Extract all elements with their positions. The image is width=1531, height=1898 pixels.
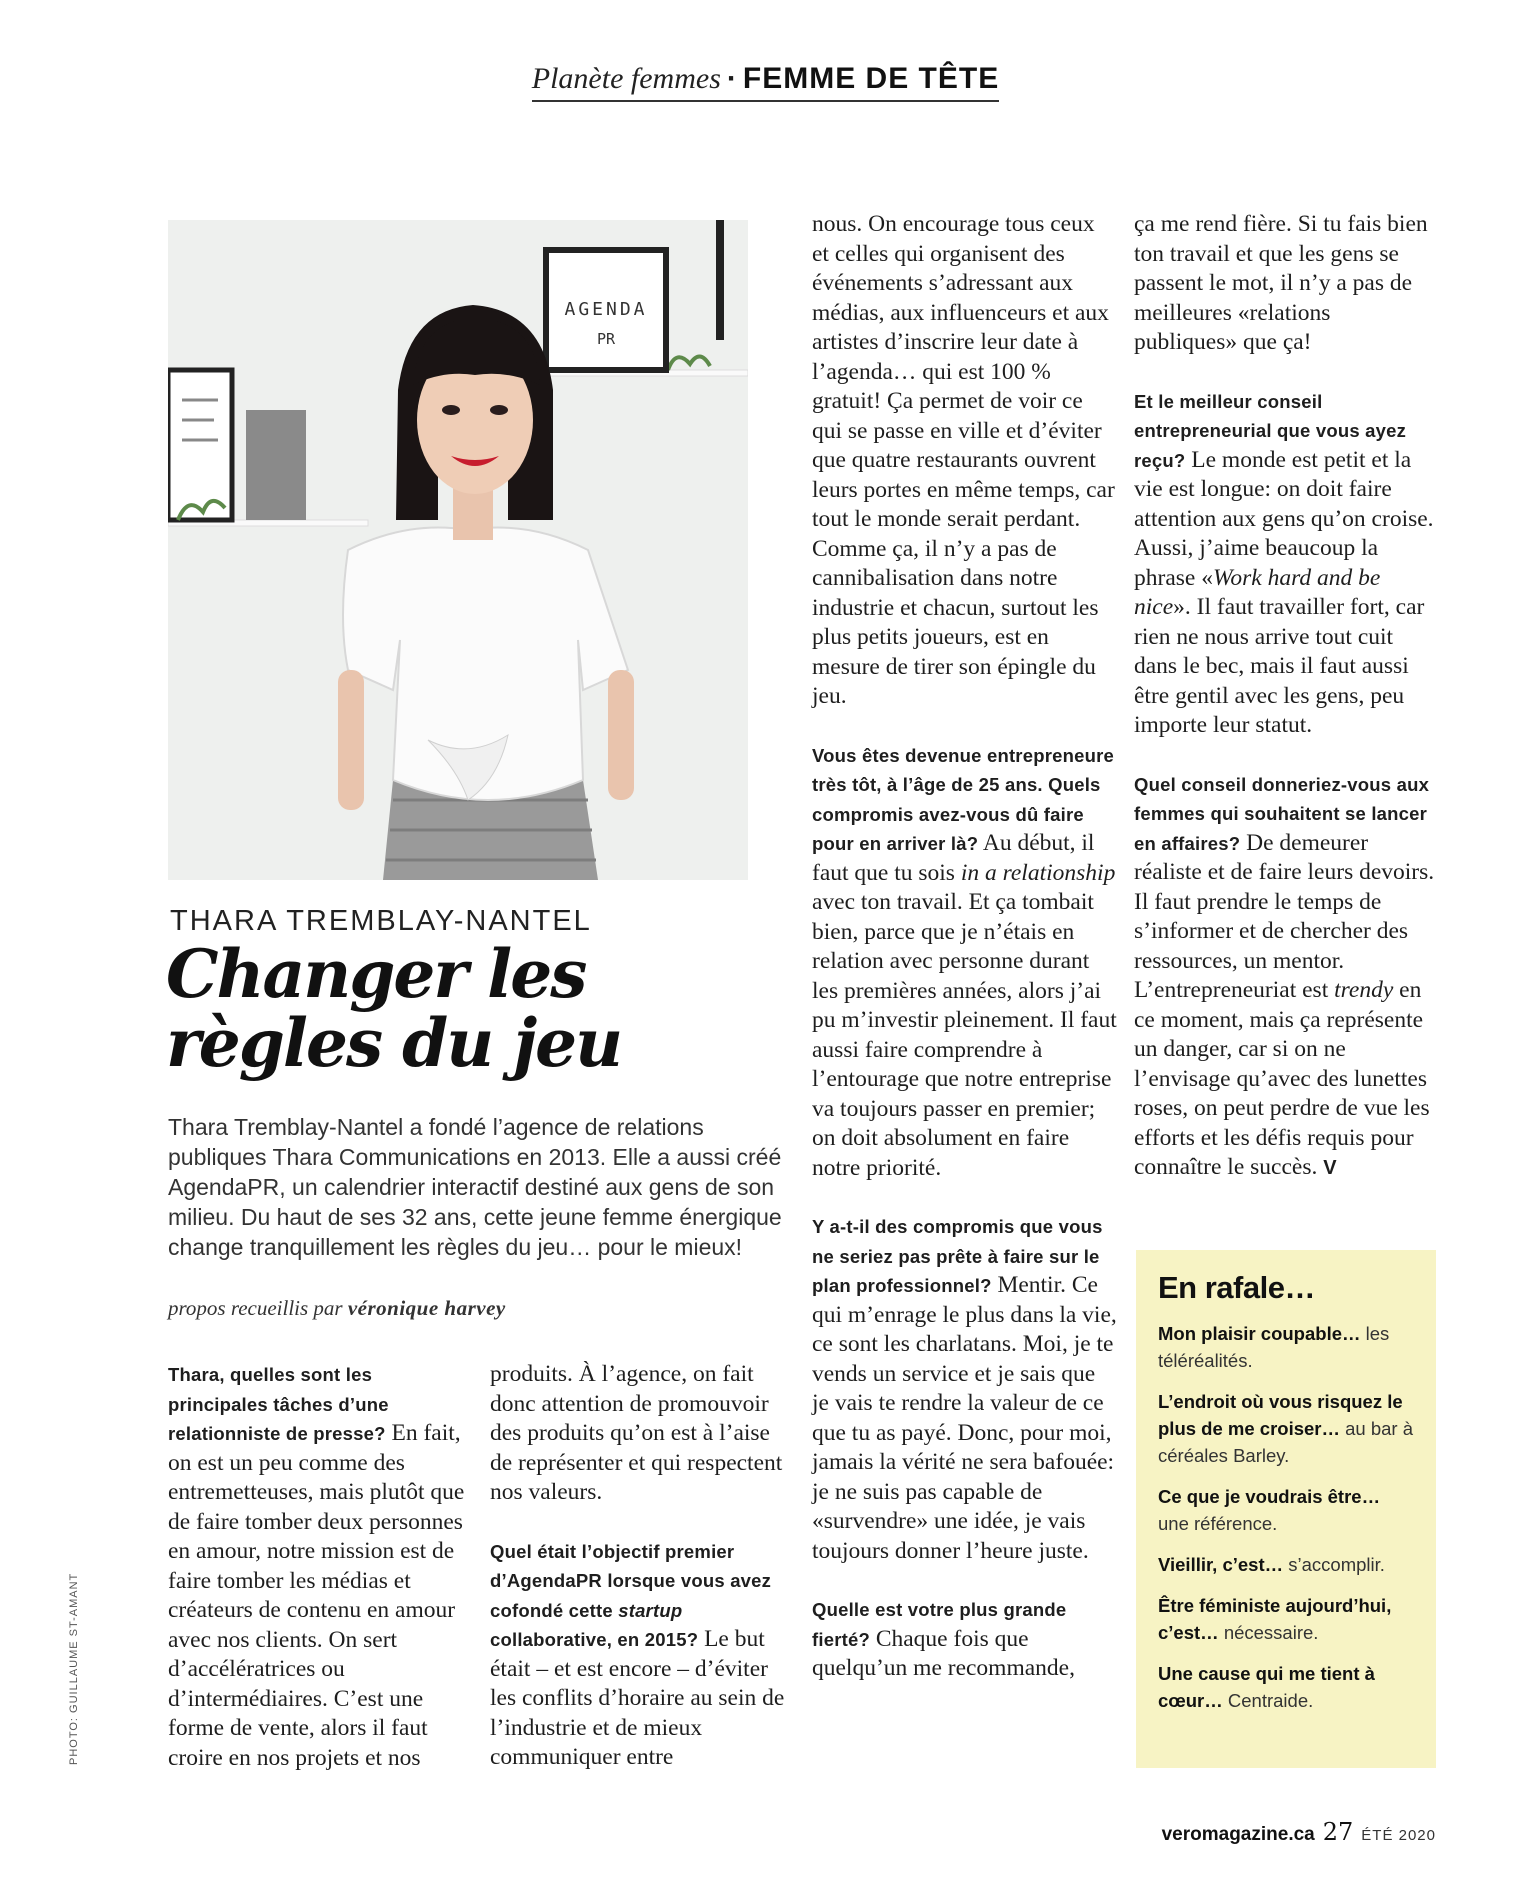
rafale-item [1158,1388,1414,1469]
answer: En fait, on est un peu comme des entremetteuses, mais plutôt que de faire tomber deux personnes en amour, notre mission est de faire tomber les médias et créateurs de contenu en amour avec nos clients. On sert d’accélératrices ou d’intermédiaires. C’est une forme de vente, alors il faut croire en nos projets et nos [168,1420,465,1771]
answer: De demeurer réaliste et de faire leurs devoirs. Il faut prendre le temps de s’informer et de chercher des ressources, un mentor. L’entrepreneuriat est trendy en ce moment, mais ça représente un danger, car si on ne l’envisage qu’avec des lunettes roses, on peut perdre de vue les efforts et les défis requis pour connaître le succès. V [1134,829,1435,1180]
section-kicker: FEMME DE TÊTE [742,62,1000,95]
end-mark: V [1323,1157,1337,1179]
rafale-item [1158,1320,1414,1374]
question: Quel était l’objectif premier d’AgendaPR lorsque vous avez cofondé cette startup collaborative, en 2015? [490,1540,772,1650]
issue-label: ÉTÉ 2020 [1361,1827,1436,1844]
article-intro: Thara Tremblay-Nantel a fondé l’agence de relations publiques Thara Communications en 2013. Elle a aussi créé AgendaPR, un calendrier interactif destiné aux gens de son milieu. Du haut de ses 32 ans, cette jeune femme énergique change tranquillement les règles du jeu… pour le mieux! [168,1114,782,1260]
answer-continued: nous. On encourage tous ceux et celles qui organisent des événements s’adressant aux médias, aux influenceurs et aux artistes d’inscrire leur date à l’agenda… qui est 100 % gratuit! Ça permet de voir ce qui se passe en ville et d’éviter que quatre restaurants ouvrent leurs portes en même temps, car tout le monde serait perdant. Comme ça, il n’y a pas de cannibalisation dans notre industrie et chacun, surtout les plus petits joueurs, est en mesure de tirer son épingle du jeu. [812,211,1115,709]
answer: Au début, il faut que tu sois in a relationship avec ton travail. Et ça tombait bien, parce que je n’étais en relation avec personne durant les premières années, alors j’ai pu m’investir pleinement. Il faut aussi faire comprendre à l’entourage que notre entreprise va toujours passer en premier; on doit absolument en faire notre priorité. [812,830,1117,1181]
sign-line-2: PR [596,330,616,348]
article-column-1 [168,1360,473,1802]
answer: Mentir. Ce qui m’enrage le plus dans la vie, ce sont les charlatans. Moi, je te vends un service et je sais que je vais te rendre la valeur de ce que tu as payé. Donc, pour moi, jamais la vérité ne sera bafouée: je ne suis pas capable de «survendre» une idée, je vais toujours donner l’heure juste. [812,1272,1117,1564]
rafale-title: En rafale… [1158,1270,1315,1305]
byline [168,1296,506,1321]
rafale-label: L’endroit où vous risquez le plus de me croiser… [1158,1391,1403,1439]
qa-paragraph [1134,387,1439,741]
answer-continued: produits. À l’agence, on fait donc attention de promouvoir des produits qu’on est à l’aise de représenter et qui respectent nos valeurs. [490,1361,783,1505]
rafale-answer: une référence. [1158,1513,1278,1534]
rafale-label: Mon plaisir coupable… [1158,1323,1361,1344]
portrait-illustration [168,220,748,880]
question: Vous êtes devenue entrepreneure très tôt, à l’âge de 25 ans. Quels compromis avez-vous dû faire pour en arriver là? [812,744,1114,854]
qa-paragraph [812,741,1117,1184]
question: Y a-t-il des compromis que vous ne seriez pas prête à faire sur le plan professionnel? [812,1216,1103,1296]
question: Quelle est votre plus grande fierté? [812,1599,1067,1650]
article-column-4 [1134,210,1439,1213]
qa-paragraph [812,1595,1117,1684]
website[interactable]: veromagazine.ca [1161,1824,1315,1845]
page-number: 27 [1322,1818,1354,1846]
rafale-label: Une cause qui me tient à cœur… [1158,1663,1375,1711]
page-footer [1162,1818,1436,1846]
answer: Chaque fois que quelqu’un me recommande, [812,1625,1075,1681]
header-rule [532,62,999,102]
answer-continued: ça me rend fière. Si tu fais bien ton travail et que les gens se passent le mot, il n’y a pas de meilleures «relations publiques» que ça! [1134,211,1428,355]
article-column-2 [490,1360,790,1802]
rafale-answer: nécessaire. [1223,1622,1319,1643]
question: Quel conseil donneriez-vous aux femmes qui souhaitent se lancer en affaires? [1134,773,1430,854]
answer: Le but était – et est encore – d’éviter les conflits d’horaire au sein de l’industrie et de mieux communiquer entre [490,1626,785,1770]
byline-author: véronique harvey [347,1296,506,1320]
rafale-item [1158,1483,1414,1537]
qa-paragraph [812,1212,1117,1566]
rafale-label: Être féministe aujourd’hui, c’est… [1158,1595,1392,1643]
rafale-label: Vieillir, c’est… [1158,1554,1284,1575]
qa-paragraph [1134,770,1439,1184]
rafale-item [1158,1660,1414,1714]
question: Et le meilleur conseil entrepreneurial que vous ayez reçu? [1134,390,1407,471]
rafale-item [1158,1551,1414,1578]
rafale-label: Ce que je voudrais être… [1158,1486,1381,1507]
qa-paragraph [168,1360,473,1773]
article-title: Changer les règles du jeu [166,935,622,1083]
header-separator: · [726,62,737,95]
rafale-answer: au bar à céréales Barley. [1158,1418,1414,1466]
portrait-photo [168,220,748,880]
rafale-answer: les téléréalités. [1158,1323,1390,1371]
section-name: Planète femmes [531,62,721,95]
rafale-answer: Centraide. [1227,1690,1314,1711]
section-header [0,62,1531,102]
article-column-3 [812,210,1117,1713]
question: Thara, quelles sont les principales tâches d’une relationniste de presse? [168,1364,389,1444]
interviewee-name: THARA TREMBLAY-NANTEL [170,905,592,937]
rafale-box [1136,1250,1436,1768]
sign-line-1: AGENDA [564,299,648,320]
byline-prefix: propos recueillis par [168,1296,343,1320]
answer: Le monde est petit et la vie est longue: on doit faire attention aux gens qu’on croise. Aussi, j’aime beaucoup la phrase «Work hard and be nice». Il faut travailler fort, car rien ne nous arrive tout cuit dans le bec, mais il faut aussi être gentil avec les gens, peu importe leur statut. [1134,446,1434,738]
qa-paragraph [490,1537,790,1773]
rafale-answer: s’accomplir. [1288,1554,1385,1575]
rafale-item [1158,1592,1414,1646]
photo-credit: PHOTO: GUILLAUME ST-AMANT [68,1572,80,1765]
